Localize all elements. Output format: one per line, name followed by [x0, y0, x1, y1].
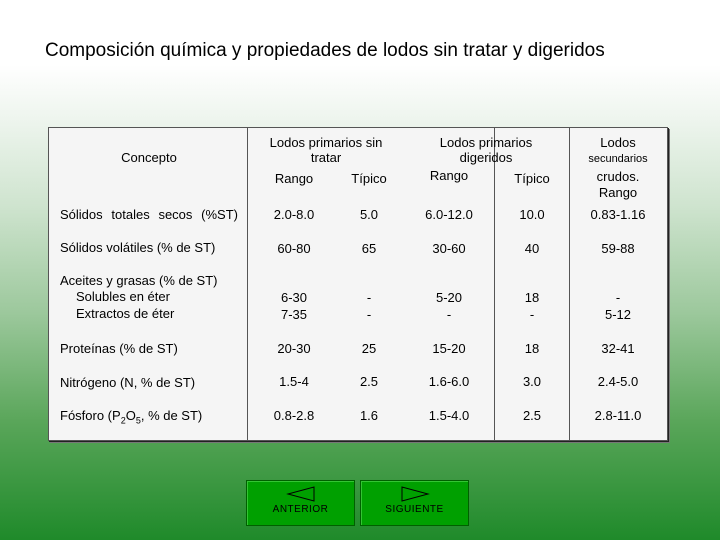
- page-title: Composición química y propiedades de lodos sin tratar y digeridos: [45, 40, 605, 61]
- cell-value: 5-20: [435, 290, 463, 305]
- cell-value: 59-88: [601, 241, 635, 256]
- subscript: 2: [120, 415, 126, 426]
- cell-value: 10.0: [519, 207, 545, 222]
- cell-value: 20-30: [277, 341, 311, 356]
- cell-value: 18: [524, 341, 540, 356]
- header-rango-1: Rango: [274, 171, 314, 186]
- cell-value: 2.0-8.0: [273, 207, 315, 222]
- header-primarios-digeridos: Lodos primarios digeridos: [439, 135, 533, 165]
- concept-text: Fósforo (P: [60, 408, 121, 423]
- cell-value: -: [366, 290, 372, 305]
- cell-value: 5.0: [359, 207, 379, 222]
- composition-table: [48, 127, 668, 441]
- cell-value: 15-20: [432, 341, 466, 356]
- next-button[interactable]: [360, 480, 469, 526]
- header-primarios-sin-tratar: Lodos primarios sin tratar: [269, 135, 383, 165]
- header-tipico-2: Típico: [514, 171, 550, 186]
- cell-value: 40: [524, 241, 540, 256]
- cell-value: 0.83-1.16: [590, 207, 646, 222]
- cell-value: 6-30: [280, 290, 308, 305]
- previous-button[interactable]: [246, 480, 355, 526]
- row-concept: Solubles en éter: [76, 289, 170, 304]
- header-rango-2: Rango: [429, 168, 469, 183]
- previous-label: ANTERIOR: [272, 504, 329, 515]
- cell-value: 3.0: [522, 374, 542, 389]
- row-concept: Extractos de éter: [76, 306, 175, 321]
- arrow-right-icon: [400, 486, 430, 502]
- cell-value: -: [615, 290, 621, 305]
- cell-value: -: [366, 307, 372, 322]
- cell-value: 2.8-11.0: [594, 408, 642, 423]
- cell-value: 1.6: [359, 408, 379, 423]
- cell-value: 2.5: [522, 408, 542, 423]
- header-rango-3: Rango: [598, 185, 638, 200]
- column-divider: [247, 128, 248, 440]
- header-secundarios: secundarios: [588, 153, 648, 165]
- cell-value: 1.6-6.0: [428, 374, 470, 389]
- row-concept: Sólidos totales secos (%ST): [60, 207, 238, 222]
- cell-value: 32-41: [601, 341, 635, 356]
- cell-value: 1.5-4: [279, 374, 309, 389]
- row-concept: [60, 408, 202, 429]
- row-concept: Aceites y grasas (% de ST): [60, 273, 218, 288]
- cell-value: 65: [361, 241, 377, 256]
- cell-value: 5-12: [604, 307, 632, 322]
- concept-text: O: [125, 408, 136, 423]
- concept-text: , % de ST): [140, 408, 203, 423]
- subscript: 5: [135, 415, 141, 426]
- cell-value: 0.8-2.8: [273, 408, 315, 423]
- header-crudos: crudos.: [596, 169, 640, 184]
- cell-value: -: [446, 307, 452, 322]
- cell-value: 18: [524, 290, 540, 305]
- cell-value: 2.4-5.0: [597, 374, 639, 389]
- cell-value: 1.5-4.0: [428, 408, 470, 423]
- row-concept: Nitrógeno (N, % de ST): [60, 375, 196, 390]
- cell-value: 25: [361, 341, 377, 356]
- cell-value: 2.5: [359, 374, 379, 389]
- cell-value: 6.0-12.0: [425, 207, 473, 222]
- row-concept: Proteínas (% de ST): [60, 341, 178, 356]
- cell-value: 60-80: [277, 241, 311, 256]
- header-tipico-1: Típico: [351, 171, 387, 186]
- column-divider: [494, 128, 495, 440]
- arrow-left-icon: [286, 486, 316, 502]
- next-label: SIGUIENTE: [385, 504, 444, 515]
- cell-value: 7-35: [280, 307, 308, 322]
- header-concepto: Concepto: [121, 150, 177, 165]
- header-lodos: Lodos: [600, 135, 636, 150]
- row-concept: Sólidos volátiles (% de ST): [60, 240, 216, 255]
- cell-value: -: [529, 307, 535, 322]
- cell-value: 30-60: [432, 241, 466, 256]
